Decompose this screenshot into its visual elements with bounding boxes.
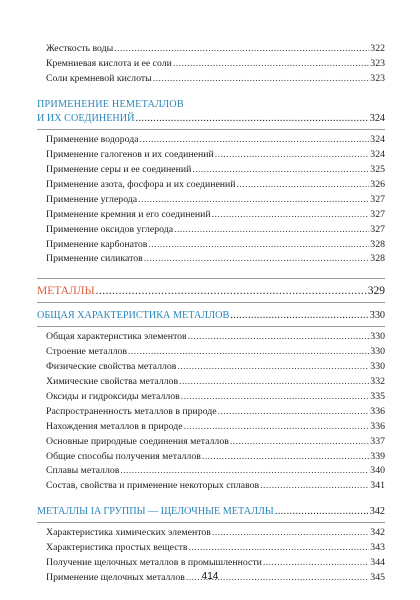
leader-dots — [144, 252, 370, 267]
leader-dots — [212, 526, 369, 541]
toc-entry-label: Применение углерода — [46, 193, 138, 205]
page-number: 414 — [201, 571, 219, 582]
leader-dots — [179, 375, 369, 390]
toc-entry-page: 335 — [370, 390, 385, 402]
toc-entry-page: 336 — [370, 405, 385, 417]
toc-entry-label: Распространенность металлов в природе — [46, 405, 217, 417]
toc-entry[interactable] — [37, 345, 385, 360]
leader-dots — [177, 360, 369, 375]
toc-entry-label: Общая характеристика элементов — [46, 331, 187, 343]
toc-entry-page: 343 — [370, 542, 385, 554]
section-heading[interactable] — [37, 309, 385, 324]
toc-entry-page: 328 — [370, 238, 385, 250]
toc-entry-page: 327 — [370, 223, 385, 235]
leader-dots — [140, 133, 370, 148]
leader-dots — [174, 223, 369, 238]
toc-entry[interactable] — [37, 375, 385, 390]
toc-entry-label: Жесткость воды — [46, 43, 114, 54]
toc-entry-page: 330 — [370, 346, 385, 358]
toc-entry-label: Применение щелочных металлов — [46, 571, 185, 583]
toc-entry-page: 328 — [370, 253, 385, 265]
divider — [37, 278, 385, 279]
section-nonmetals-application — [37, 98, 385, 268]
leader-dots — [218, 405, 370, 420]
toc-entry[interactable] — [37, 464, 385, 479]
toc-entry-page: 323 — [370, 57, 385, 69]
section-page: 330 — [369, 310, 385, 322]
toc-entry-label: Кремниевая кислота и ее соли — [46, 57, 172, 69]
toc-entry-page: 345 — [370, 571, 385, 583]
toc-entry-label: Применение водорода — [46, 134, 139, 146]
leader-dots — [184, 420, 370, 435]
toc-entry-label: Характеристика химических элементов — [46, 527, 211, 539]
toc-entry[interactable] — [37, 405, 385, 420]
toc-entry-page: 324 — [370, 149, 385, 161]
toc-entry[interactable] — [37, 541, 385, 556]
toc-entry-label: Применение силикатов — [46, 253, 143, 265]
toc-entry-label: Общие способы получения металлов — [46, 450, 201, 462]
toc-entry-label: Химические свойства металлов — [46, 376, 179, 387]
leader-dots — [237, 178, 370, 193]
toc-entry-label: Применение кремния и его соединений — [46, 208, 211, 220]
toc-entry-label: Получение щелочных металлов в промышленности — [46, 556, 262, 568]
leader-dots — [148, 238, 369, 253]
toc-entry[interactable] — [37, 178, 385, 193]
toc-entry-label: Состав, свойства и применение некоторых сплавов — [46, 480, 260, 492]
section-heading-line2: И ИХ СОЕДИНЕНИЙ — [37, 113, 135, 125]
toc-entry-label: Применение оксидов углерода — [46, 223, 174, 235]
toc-entry[interactable] — [37, 148, 385, 163]
toc-entry-page: 322 — [370, 43, 385, 54]
toc-entry[interactable] — [37, 42, 385, 57]
toc-entry-page: 342 — [370, 527, 385, 539]
toc-entry[interactable] — [37, 526, 385, 541]
leader-dots — [215, 148, 370, 163]
toc-entry-page: 341 — [370, 480, 385, 492]
toc-entry-label: Основные природные соединения металлов — [46, 435, 229, 447]
leader-dots — [260, 479, 369, 494]
toc-entry-label: Характеристика простых веществ — [46, 542, 188, 554]
part-heading-page: 329 — [367, 285, 385, 298]
section-heading-label: МЕТАЛЛЫ IA ГРУППЫ — ЩЕЛОЧНЫЕ МЕТАЛЛЫ — [37, 506, 274, 518]
section-metals — [37, 278, 385, 303]
toc-group-a — [37, 42, 385, 87]
toc-entry-label: Применение карбонатов — [46, 238, 148, 250]
leader-dots — [181, 390, 370, 405]
leader-dots — [212, 208, 370, 223]
leader-dots — [230, 435, 369, 450]
toc-entry[interactable] — [37, 193, 385, 208]
section-page: 324 — [369, 113, 385, 125]
toc-entry-page: 337 — [370, 435, 385, 447]
toc-entry[interactable] — [37, 133, 385, 148]
toc-entry-page: 326 — [370, 178, 385, 190]
toc-entry-page: 327 — [370, 208, 385, 220]
toc-entry-page: 332 — [370, 376, 385, 387]
toc-entry[interactable] — [37, 163, 385, 178]
divider — [37, 522, 385, 523]
toc-entry-page: 324 — [370, 134, 385, 146]
toc-entry-page: 325 — [370, 164, 385, 176]
leader-dots — [114, 42, 369, 57]
part-heading-label: МЕТАЛЛЫ — [37, 285, 95, 298]
leader-dots — [202, 450, 369, 465]
section-page: 342 — [369, 506, 385, 518]
table-of-contents — [37, 42, 385, 586]
section-heading-line1[interactable]: ПРИМЕНЕНИЕ НЕМЕТАЛЛОВ — [37, 98, 184, 110]
leader-dots — [275, 505, 369, 520]
toc-entry[interactable] — [37, 360, 385, 375]
divider — [37, 129, 385, 130]
toc-entry[interactable] — [37, 252, 385, 267]
toc-entry[interactable] — [37, 450, 385, 465]
toc-entry[interactable] — [37, 72, 385, 87]
toc-entry-label: Физические свойства металлов — [46, 361, 177, 373]
section-heading[interactable] — [37, 505, 385, 520]
divider — [37, 302, 385, 303]
leader-dots — [138, 193, 369, 208]
leader-dots — [96, 282, 367, 300]
divider — [37, 326, 385, 327]
toc-entry-label: Сплавы металлов — [46, 465, 120, 477]
toc-entry-page: 323 — [370, 72, 385, 84]
toc-entry[interactable] — [37, 330, 385, 345]
section-general-characteristics — [37, 309, 385, 494]
leader-dots — [230, 309, 368, 324]
toc-entry[interactable] — [37, 479, 385, 494]
leader-dots — [128, 345, 369, 360]
toc-entry-page: 336 — [370, 420, 385, 432]
toc-entry-page: 327 — [370, 193, 385, 205]
toc-entry-label: Соли кремневой кислоты — [46, 72, 152, 84]
toc-entry-label: Оксиды и гидроксиды металлов — [46, 390, 180, 402]
toc-entry[interactable] — [37, 390, 385, 405]
toc-entry[interactable] — [37, 208, 385, 223]
toc-entry-page: 339 — [370, 450, 385, 462]
section-heading-label: ОБЩАЯ ХАРАКТЕРИСТИКА МЕТАЛЛОВ — [37, 310, 230, 322]
toc-entry-label: Применение азота, фосфора и их соединений — [46, 178, 236, 190]
leader-dots — [120, 464, 369, 479]
leader-dots — [192, 163, 369, 178]
toc-entry-label: Применение галогенов и их соединений — [46, 149, 214, 161]
leader-dots — [189, 541, 370, 556]
section-heading[interactable] — [37, 112, 385, 127]
leader-dots — [263, 556, 369, 571]
leader-dots — [188, 330, 370, 345]
toc-entry[interactable] — [37, 238, 385, 253]
part-heading-metals[interactable] — [37, 282, 385, 300]
leader-dots — [153, 72, 370, 87]
leader-dots — [173, 57, 369, 72]
toc-entry[interactable] — [37, 556, 385, 571]
toc-entry-label: Нахождения металлов в природе — [46, 420, 183, 432]
toc-entry[interactable] — [37, 420, 385, 435]
toc-entry[interactable] — [37, 223, 385, 238]
toc-entry-page: 340 — [370, 465, 385, 477]
toc-entry-label: Строение металлов — [46, 346, 128, 358]
toc-entry-page: 344 — [370, 556, 385, 568]
toc-entry-page: 330 — [370, 331, 385, 343]
toc-entry-label: Применение серы и ее соединений — [46, 164, 192, 176]
toc-entry[interactable] — [37, 57, 385, 72]
toc-entry-page: 330 — [370, 361, 385, 373]
toc-entry[interactable] — [37, 435, 385, 450]
leader-dots — [136, 112, 369, 127]
